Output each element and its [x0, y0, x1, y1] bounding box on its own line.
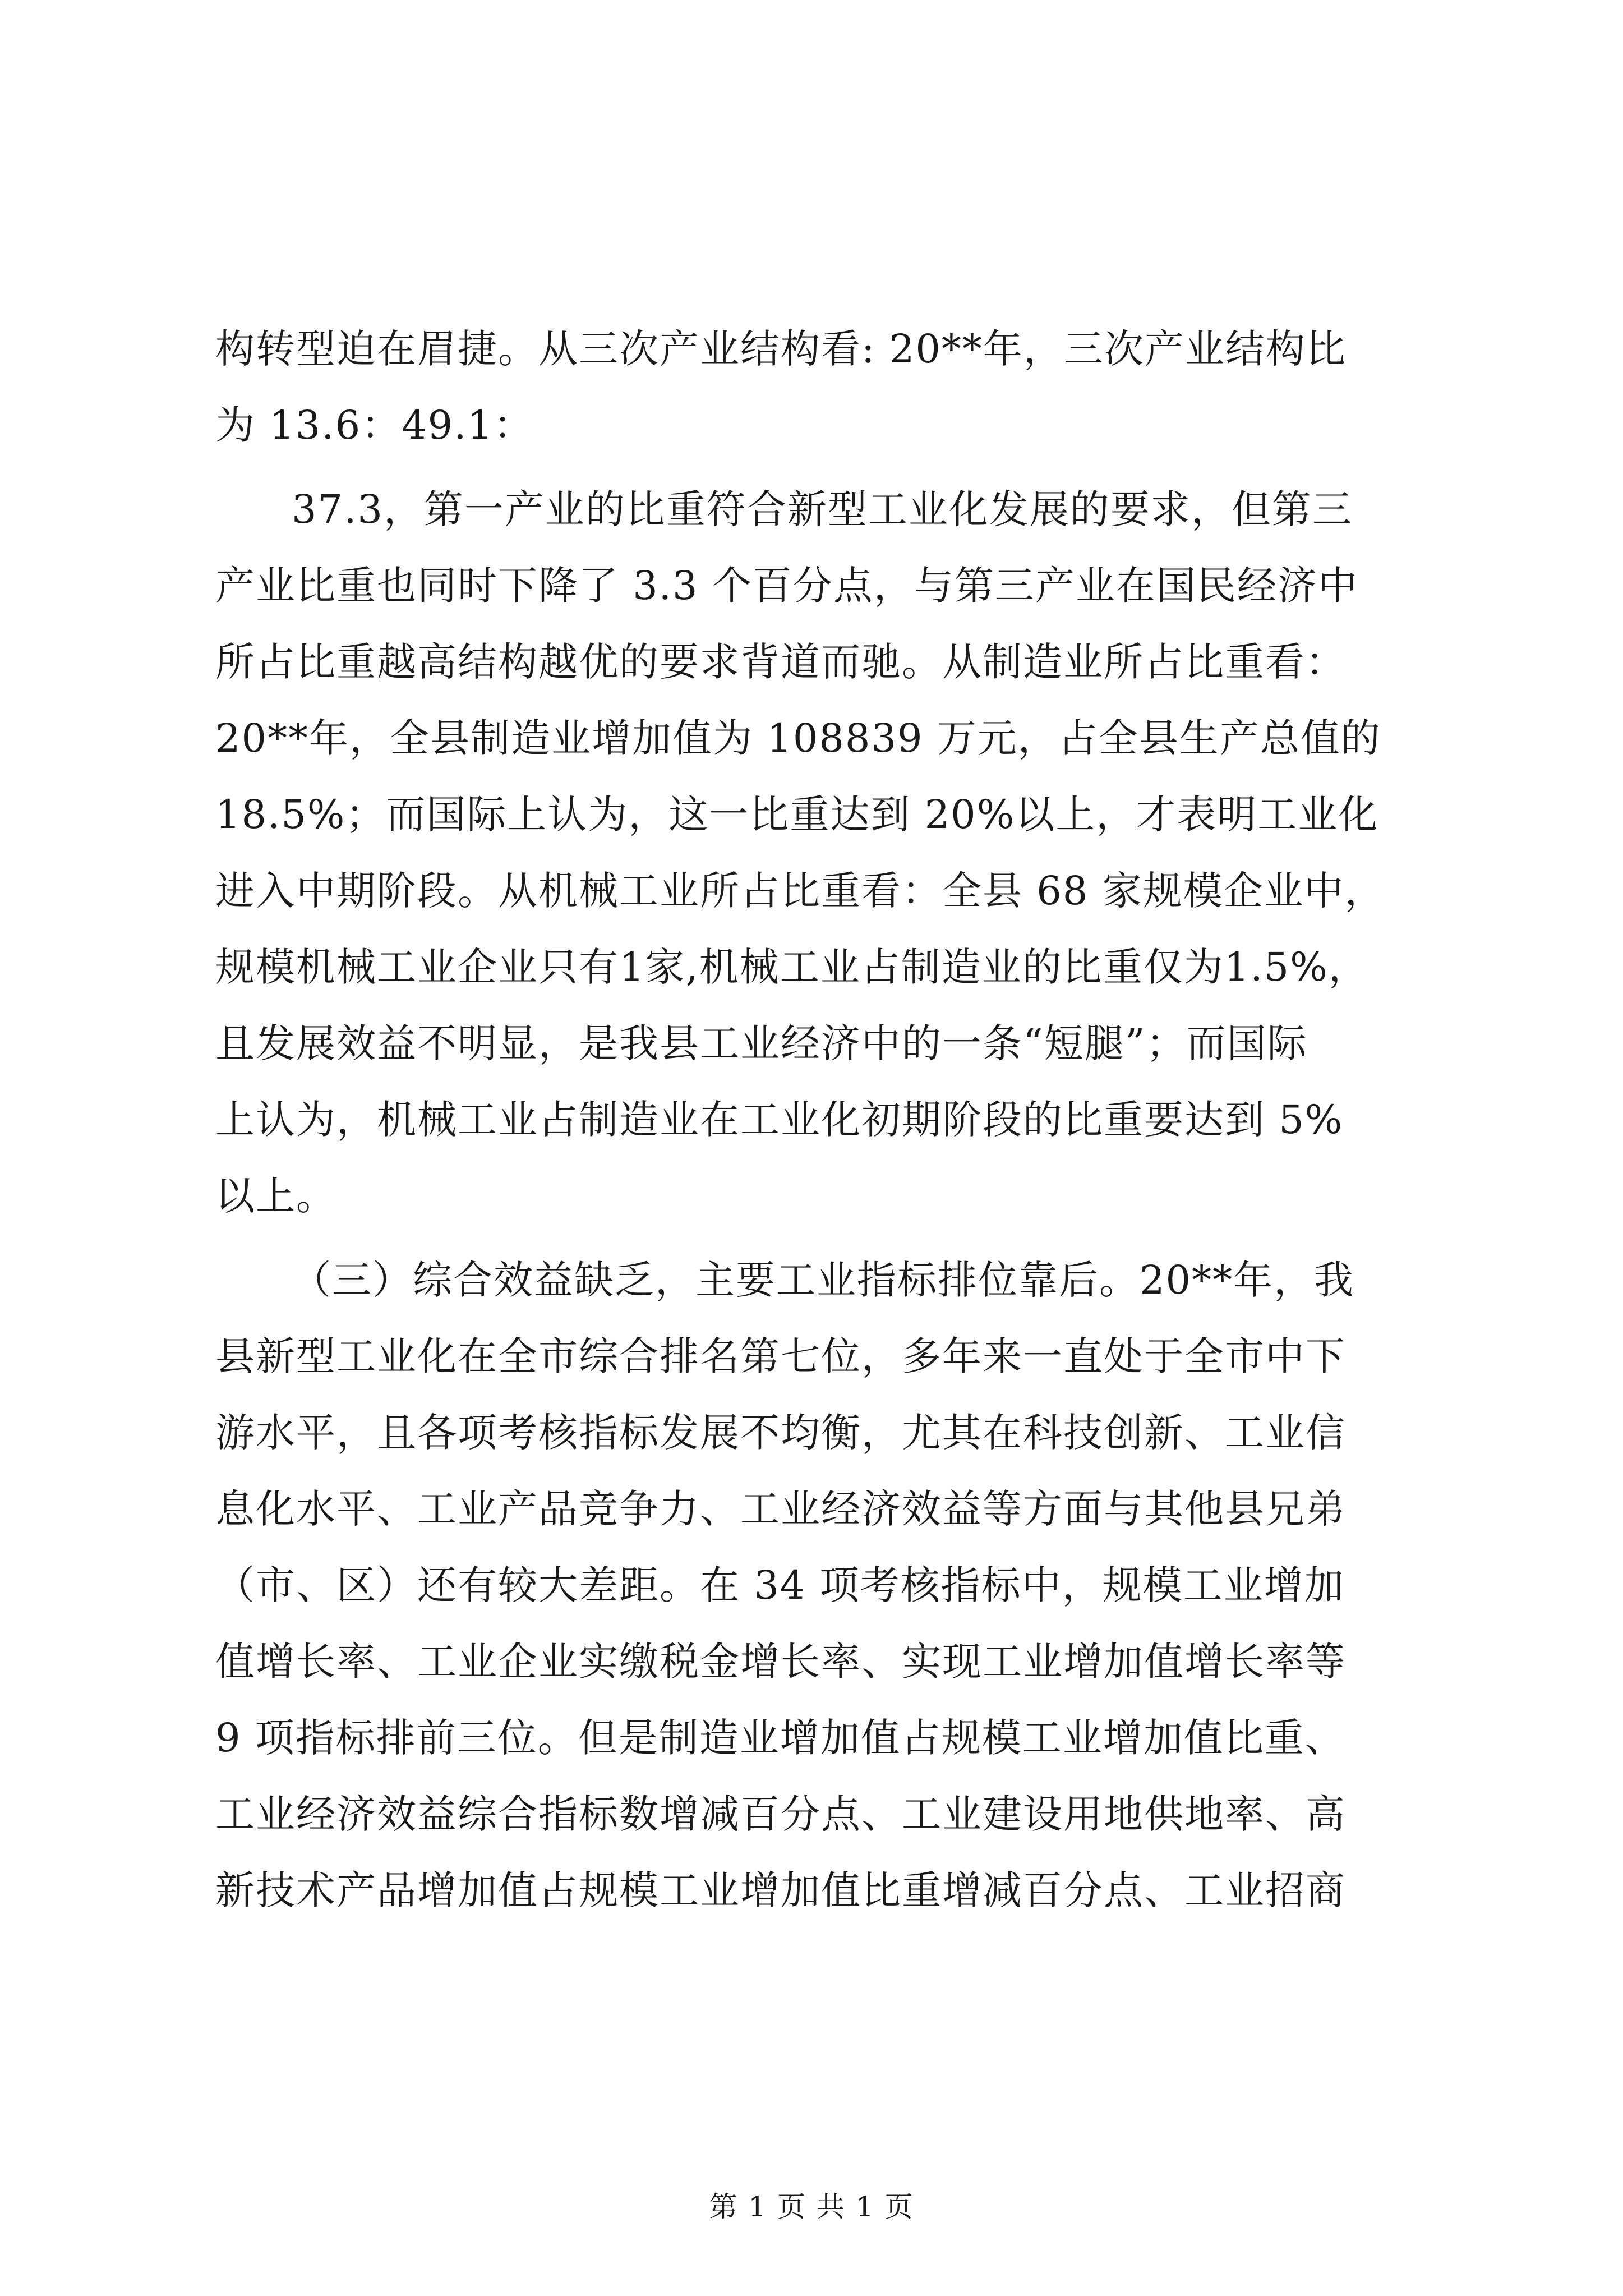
- text-line: 以上。: [215, 1173, 336, 1219]
- text-line: 18.5%；而国际上认为，这一比重达到 20%以上，才表明工业化: [215, 792, 1379, 838]
- text-line: 进入中期阶段。从机械工业所占比重看：全县 68 家规模企业中，: [215, 868, 1385, 914]
- text-line: 息化水平、工业产品竞争力、工业经济效益等方面与其他县兄弟: [215, 1486, 1346, 1532]
- page-number-footer: 第 1 页 共 1 页: [709, 2191, 914, 2223]
- document-body: [215, 311, 1419, 1929]
- text-line: 上认为，机械工业占制造业在工业化初期阶段的比重要达到 5%: [215, 1097, 1344, 1143]
- text-line: （市、区）还有较大差距。在 34 项考核指标中，规模工业增加: [215, 1562, 1345, 1608]
- text-line: 20**年，全县制造业增加值为 108839 万元，占全县生产总值的: [215, 715, 1381, 761]
- text-line: 产业比重也同时下降了 3.3 个百分点，与第三产业在国民经济中: [215, 563, 1358, 609]
- text-line: 新技术产品增加值占规模工业增加值比重增减百分点、工业招商: [215, 1867, 1346, 1913]
- paragraph-first-line: 37.3，第一产业的比重符合新型工业化发展的要求，但第三: [292, 486, 1353, 532]
- section-heading-line: （三）综合效益缺乏，主要工业指标排位靠后。20**年，我: [292, 1257, 1355, 1303]
- text-line: 为 13.6：49.1：: [215, 402, 534, 448]
- text-line: 且发展效益不明显，是我县工业经济中的一条“短腿”；而国际: [215, 1020, 1308, 1066]
- text-line: 所占比重越高结构越优的要求背道而驰。从制造业所占比重看：: [215, 639, 1346, 685]
- text-line: 规模机械工业企业只有1家,机械工业占制造业的比重仅为1.5%，: [215, 944, 1369, 990]
- text-line: 游水平，且各项考核指标发展不均衡，尤其在科技创新、工业信: [215, 1410, 1346, 1456]
- text-line: 值增长率、工业企业实缴税金增长率、实现工业增加值增长率等: [215, 1639, 1346, 1685]
- text-line: 工业经济效益综合指标数增减百分点、工业建设用地供地率、高: [215, 1791, 1346, 1837]
- text-line: 9 项指标排前三位。但是制造业增加值占规模工业增加值比重、: [215, 1715, 1345, 1761]
- text-line: 县新型工业化在全市综合排名第七位，多年来一直处于全市中下: [215, 1333, 1346, 1379]
- text-line: 构转型迫在眉捷。从三次产业结构看: 20**年，三次产业结构比: [215, 326, 1347, 372]
